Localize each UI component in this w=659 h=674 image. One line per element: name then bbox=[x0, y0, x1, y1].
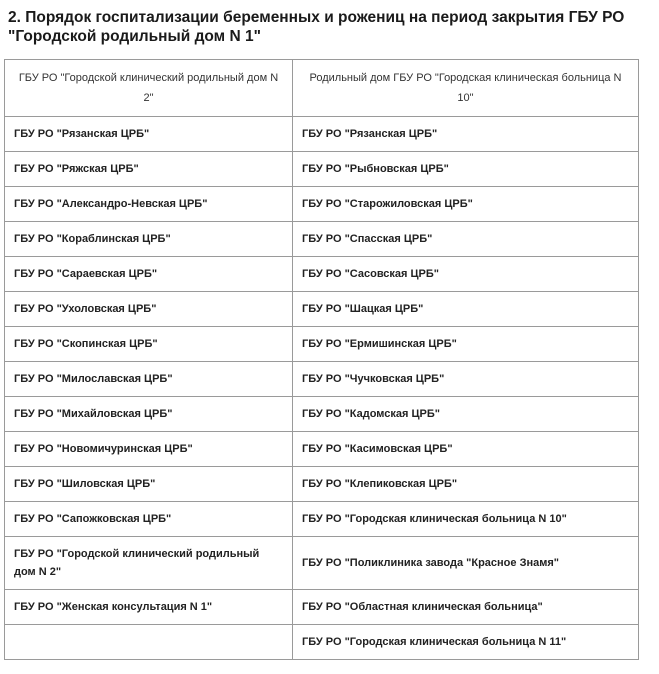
table-row bbox=[5, 292, 639, 327]
table-header-row bbox=[5, 60, 639, 117]
table-cell-right: ГБУ РО "Старожиловская ЦРБ" bbox=[293, 187, 639, 222]
table-cell-left: ГБУ РО "Женская консультация N 1" bbox=[5, 590, 293, 625]
table-cell-left: ГБУ РО "Михайловская ЦРБ" bbox=[5, 397, 293, 432]
column-header-hospital-10: Родильный дом ГБУ РО "Городская клиническая больница N 10" bbox=[293, 60, 639, 117]
table-row bbox=[5, 590, 639, 625]
column-header-maternity-2: ГБУ РО "Городской клинический родильный дом N 2" bbox=[5, 60, 293, 117]
table-cell-left: ГБУ РО "Скопинская ЦРБ" bbox=[5, 327, 293, 362]
table-cell-left: ГБУ РО "Новомичуринская ЦРБ" bbox=[5, 432, 293, 467]
table-row bbox=[5, 257, 639, 292]
table-cell-right: ГБУ РО "Рыбновская ЦРБ" bbox=[293, 152, 639, 187]
table-cell-right: ГБУ РО "Поликлиника завода "Красное Знамя" bbox=[293, 537, 639, 590]
table-cell-right: ГБУ РО "Кадомская ЦРБ" bbox=[293, 397, 639, 432]
table-cell-right: ГБУ РО "Чучковская ЦРБ" bbox=[293, 362, 639, 397]
table-row bbox=[5, 467, 639, 502]
table-cell-left: ГБУ РО "Шиловская ЦРБ" bbox=[5, 467, 293, 502]
table-row bbox=[5, 222, 639, 257]
table-row bbox=[5, 362, 639, 397]
table-cell-right: ГБУ РО "Касимовская ЦРБ" bbox=[293, 432, 639, 467]
table-cell-left: ГБУ РО "Кораблинская ЦРБ" bbox=[5, 222, 293, 257]
table-row bbox=[5, 432, 639, 467]
table-cell-right: ГБУ РО "Сасовская ЦРБ" bbox=[293, 257, 639, 292]
table-cell-left: ГБУ РО "Рязанская ЦРБ" bbox=[5, 117, 293, 152]
table-cell-left: ГБУ РО "Сапожковская ЦРБ" bbox=[5, 502, 293, 537]
table-cell-right: ГБУ РО "Спасская ЦРБ" bbox=[293, 222, 639, 257]
table-cell-left-empty bbox=[5, 625, 293, 660]
table-row bbox=[5, 152, 639, 187]
table-cell-right: ГБУ РО "Городская клиническая больница N 11" bbox=[293, 625, 639, 660]
table-cell-left: ГБУ РО "Ухоловская ЦРБ" bbox=[5, 292, 293, 327]
table-cell-left: ГБУ РО "Сараевская ЦРБ" bbox=[5, 257, 293, 292]
hospitalization-table bbox=[4, 59, 639, 660]
table-cell-right: ГБУ РО "Клепиковская ЦРБ" bbox=[293, 467, 639, 502]
table-row bbox=[5, 187, 639, 222]
table-cell-left: ГБУ РО "Милославская ЦРБ" bbox=[5, 362, 293, 397]
page-heading: 2. Порядок госпитализации беременных и рожениц на период закрытия ГБУ РО "Городской родильный дом N 1" bbox=[8, 9, 625, 45]
table-cell-right: ГБУ РО "Ермишинская ЦРБ" bbox=[293, 327, 639, 362]
table-cell-left: ГБУ РО "Александро-Невская ЦРБ" bbox=[5, 187, 293, 222]
table-row bbox=[5, 327, 639, 362]
table-row bbox=[5, 502, 639, 537]
table-cell-right: ГБУ РО "Шацкая ЦРБ" bbox=[293, 292, 639, 327]
table-cell-left: ГБУ РО "Городской клинический родильный дом N 2" bbox=[5, 537, 293, 590]
table-row bbox=[5, 537, 639, 590]
table-cell-right: ГБУ РО "Городская клиническая больница N 10" bbox=[293, 502, 639, 537]
table-row bbox=[5, 117, 639, 152]
table-row bbox=[5, 625, 639, 660]
table-row bbox=[5, 397, 639, 432]
table-cell-right: ГБУ РО "Рязанская ЦРБ" bbox=[293, 117, 639, 152]
table-cell-left: ГБУ РО "Ряжская ЦРБ" bbox=[5, 152, 293, 187]
table-cell-right: ГБУ РО "Областная клиническая больница" bbox=[293, 590, 639, 625]
